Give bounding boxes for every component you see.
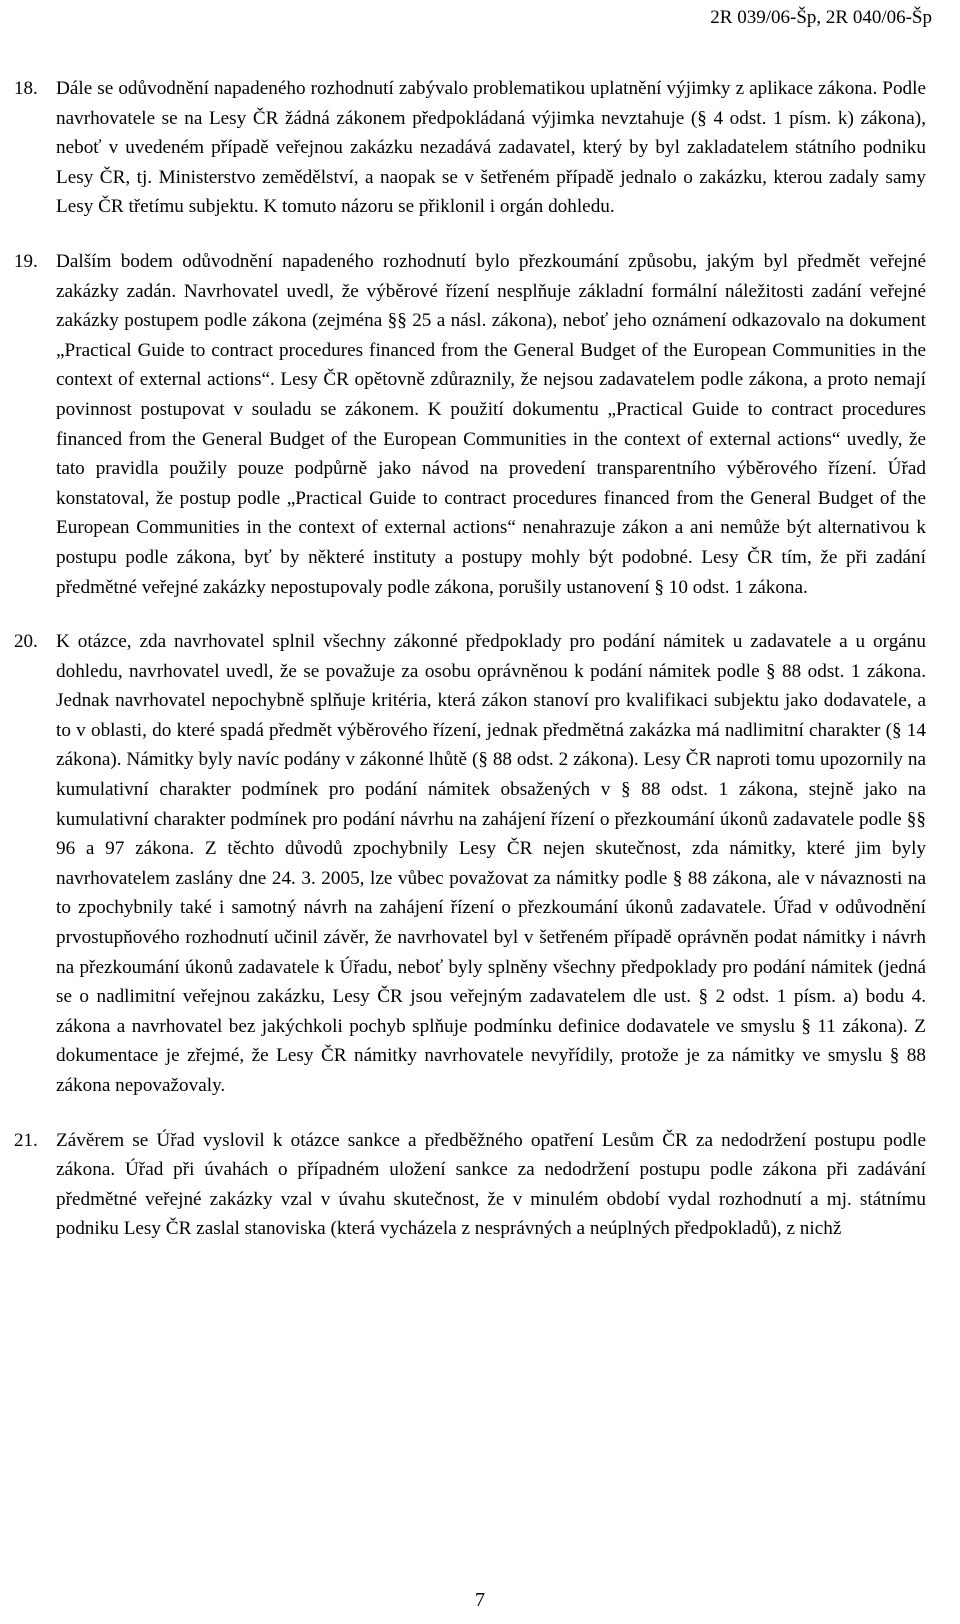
paragraph-text: Dále se odůvodnění napadeného rozhodnutí zabývalo problematikou uplatnění výjimky z aplikace zákona. Podle navrhovatele se na Lesy ČR žádná zákonem předpokládaná výjimka nevztahuje (§ 4 odst. 1 písm. k) zákona), neboť v uvedeném případě veřejnou zakázku nezadává zadavatel, který by byl zakladatelem státního podniku Lesy ČR, tj. Ministerstvo zemědělství, a naopak se v šetřeném případě jednalo o zakázku, kterou zadaly samy Lesy ČR třetímu subjektu. K tomuto názoru se přiklonil i orgán dohledu. (56, 78, 926, 218)
case-reference-header: 2R 039/06-Šp, 2R 040/06-Šp (710, 7, 932, 28)
page-number: 7 (475, 1589, 485, 1611)
paragraph-text: Závěrem se Úřad vyslovil k otázce sankce a předběžného opatření Lesům ČR za nedodržení postupu podle zákona. Úřad při úvahách o případném uložení sankce za nedodržení postupu podle zákona při zadávání předmětné veřejné zakázky vzal v úvahu skutečnost, že v minulém období vydal rozhodnutí a mj. státnímu podniku Lesy ČR zaslal stanoviska (která vycházela z nesprávných a neúplných předpokladů), z nichž (56, 1129, 926, 1240)
document-body (14, 74, 926, 1269)
paragraph-20 (14, 627, 926, 1101)
paragraph-text: K otázce, zda navrhovatel splnil všechny zákonné předpoklady pro podání námitek u zadavatele a u orgánu dohledu, navrhovatel uvedl, že se považuje za osobu oprávněnou k podání námitek podle § 88 odst. 1 zákona. Jednak navrhovatel nepochybně splňuje kritéria, která zákon stanoví pro kvalifikaci subjektu jako dodavatele, a to v oblasti, do které spadá předmět výběrového řízení, jednak předmětná zakázka má nadlimitní charakter (§ 14 zákona). Námitky byly navíc podány v zákonné lhůtě (§ 88 odst. 2 zákona). Lesy ČR naproti tomu upozornily na kumulativní charakter podmínek pro podání námitek obsažených v § 88 odst. 1 zákona, stejně jako na kumulativní charakter podmínek pro podání návrhu na zahájení řízení o přezkoumání úkonů zadavatele podle §§ 96 a 97 zákona. Z těchto důvodů zpochybnily Lesy ČR nejen skutečnost, zda námitky, které jim byly navrhovatelem zaslány dne 24. 3. 2005, lze vůbec považovat za námitky podle § 88 zákona, ale v návaznosti na to zpochybnily také i samotný návrh na zahájení řízení o přezkoumání úkonů zadavatele. Úřad v odůvodnění prvostupňového rozhodnutí učinil závěr, že navrhovatel byl v šetřeném případě oprávněn podat námitky i návrh na přezkoumání úkonů zadavatele k Úřadu, neboť byly splněny všechny předpoklady pro podání námitek (jedná se o nadlimitní veřejnou zakázku, Lesy ČR jsou veřejným zadavatelem dle ust. § 2 odst. 1 písm. a) bodu 4. zákona a navrhovatel bez jakýchkoli pochyb splňuje podmínku definice dodavatele ve smyslu § 11 zákona). Z dokumentace je zřejmé, že Lesy ČR námitky navrhovatele nevyřídily, protože je za námitky ve smyslu § 88 zákona nepovažovaly. (56, 631, 926, 1096)
paragraph-number: 21. (14, 1129, 38, 1151)
paragraph-text: Dalším bodem odůvodnění napadeného rozhodnutí bylo přezkoumání způsobu, jakým byl předmět veřejné zakázky zadán. Navrhovatel uvedl, že výběrové řízení nesplňuje základní formální náležitosti zadání veřejné zakázky postupem podle zákona (zejména §§ 25 a násl. zákona), neboť jeho oznámení odkazovalo na dokument „Practical Guide to contract procedures financed from the General Budget of the European Communities in the context of external actions“. Lesy ČR opětovně zdůraznily, že nejsou zadavatelem podle zákona, a proto nemají povinnost postupovat v souladu se zákonem. K použití dokumentu „Practical Guide to contract procedures financed from the General Budget of the European Communities in the context of external actions“ uvedly, že tato pravidla použily pouze podpůrně jako návod na provedení transparentního výběrového řízení. Úřad konstatoval, že postup podle „Practical Guide to contract procedures financed from the General Budget of the European Communities in the context of external actions“ nenahrazuje zákon a ani nemůže být alternativou k postupu podle zákona, byť by některé instituty a postupy mohly být podobné. Lesy ČR tím, že při zadání předmětné veřejné zakázky nepostupovaly podle zákona, porušily ustanovení § 10 odst. 1 zákona. (56, 250, 926, 598)
paragraph-number: 19. (14, 250, 38, 272)
paragraph-18 (14, 74, 926, 222)
paragraph-19 (14, 247, 926, 602)
paragraph-number: 20. (14, 631, 38, 653)
paragraph-21 (14, 1126, 926, 1244)
paragraph-number: 18. (14, 78, 38, 99)
